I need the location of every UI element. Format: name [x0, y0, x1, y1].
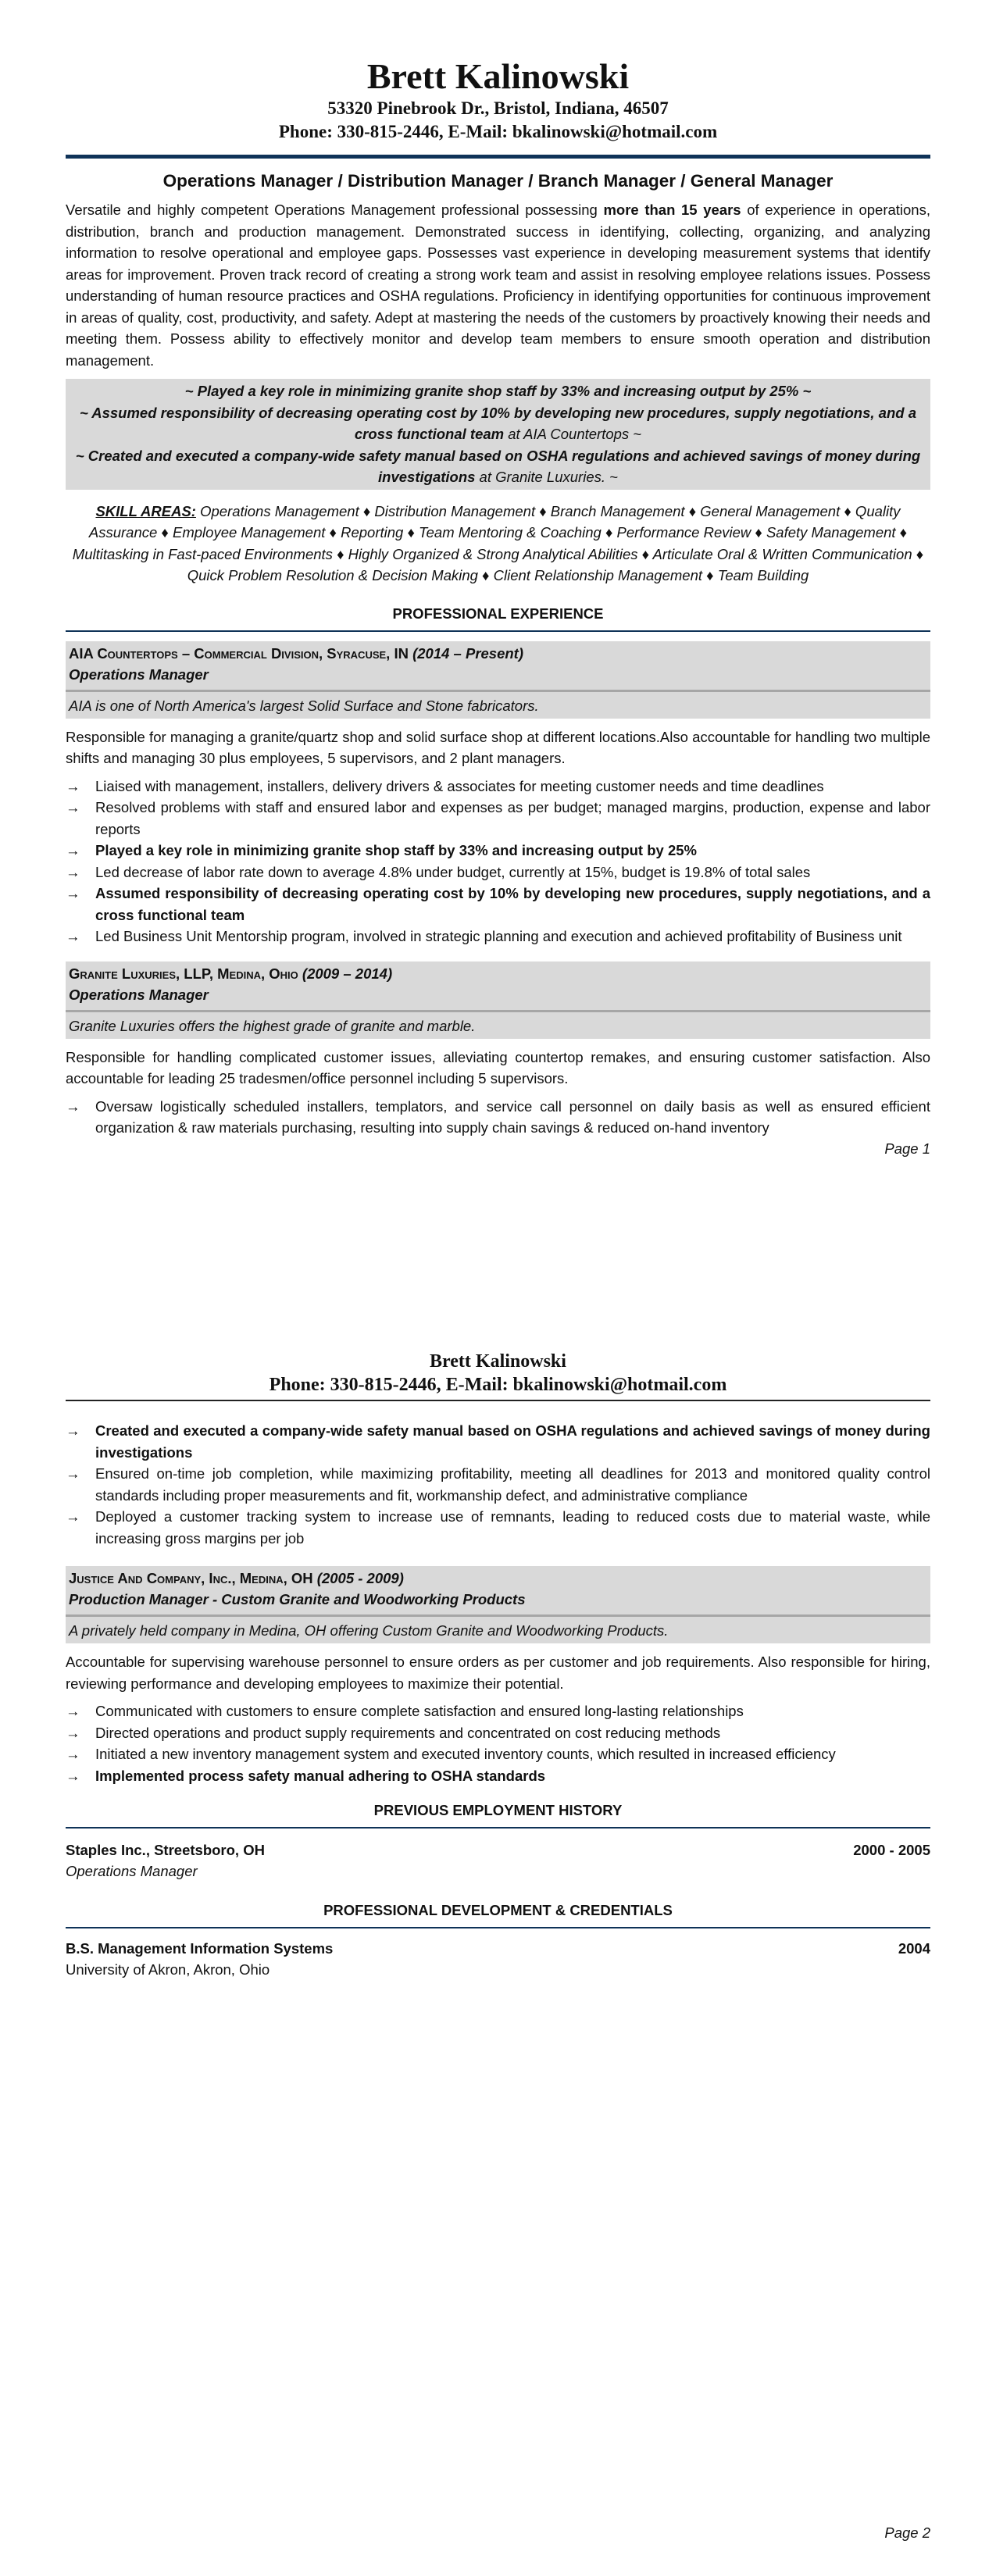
- job-bullets: [66, 776, 930, 947]
- arrow-icon: →: [66, 928, 80, 944]
- arrow-icon: →: [66, 799, 80, 815]
- school: University of Akron, Akron, Ohio: [66, 1961, 270, 1978]
- summary-text: Versatile and highly competent Operations Management professional possessing: [66, 202, 604, 218]
- job-header: [66, 962, 930, 1039]
- arrow-icon: →: [66, 863, 80, 880]
- arrow-icon: →: [66, 885, 80, 901]
- job-title: Production Manager - Custom Granite and Woodworking Products: [69, 1591, 526, 1607]
- summary: [66, 199, 930, 371]
- degree: B.S. Management Information Systems: [66, 1940, 334, 1957]
- section-divider: [66, 630, 930, 632]
- job-bullets: [66, 1096, 930, 1139]
- arrow-icon: →: [66, 1746, 80, 1762]
- job-header-separator: [66, 690, 930, 692]
- bullet-item: → Liaised with management, installers, delivery drivers & associates for meeting customer needs and time deadlines: [66, 776, 930, 797]
- section-title-development: PROFESSIONAL DEVELOPMENT & CREDENTIALS: [323, 1902, 673, 1918]
- education-row: [66, 1938, 930, 1959]
- skill-areas-label: SKILL AREAS:: [95, 502, 196, 519]
- address: 53320 Pinebrook Dr., Bristol, Indiana, 46507: [327, 98, 669, 118]
- job-bullets: [66, 1700, 930, 1786]
- bullet-item: → Ensured on-time job completion, while maximizing profitability, meeting all deadlines for 2013 and monitored quality control standards including proper measurements and fit, workmanship defect, and administrative compliance: [66, 1463, 930, 1506]
- bullet-item: → Communicated with customers to ensure complete satisfaction and ensured long-lasting relationships: [66, 1700, 930, 1722]
- job-header-separator: [66, 1010, 930, 1012]
- arrow-icon: →: [66, 1703, 80, 1719]
- skill-areas: [66, 501, 930, 587]
- arrow-icon: →: [66, 777, 80, 794]
- bullet-item: → Led Business Unit Mentorship program, involved in strategic planning and execution and achieved profitability of Business unit: [66, 926, 930, 947]
- summary-text: of experience in operations, distribution, branch and production management. Demonstrated success in identifying, collecting, organizing, and analyzing information to resolve operational and employee gaps. Possesses vast experience in developing measurement systems that identify areas for improvement. Proven track record of creating a strong work team and assist in resolving employee relations issues. Possess understanding of human resource practices and OSHA regulations. Proficiency in identifying opportunities for continuous improvement in areas of quality, cost, productivity, and safety. Adept at mastering the needs of the customers by proactively knowing their needs and meeting them. Possess ability to effectively monitor and develop team members to ensure smooth operation and distribution management.: [66, 202, 930, 369]
- bullet-item: → Oversaw logistically scheduled installers, templators, and service call personnel on daily basis as well as ensured efficient organization & raw materials purchasing, resulting into supply chain savings & reduced on-hand inventory: [66, 1096, 930, 1139]
- job-summary: Responsible for managing a granite/quartz shop and solid surface shop at different locations.Also accountable for handling two multiple shifts and managing 30 plus employees, 5 supervisors, and 2 plant managers.: [66, 728, 930, 766]
- highlight-item: ~ Created and executed a company-wide safety manual based on OSHA regulations and achieved savings of money during investigations at Granite Luxuries. ~: [75, 447, 921, 485]
- page-number: Page 2: [884, 2524, 930, 2541]
- header-divider: [66, 155, 930, 159]
- job-header: [66, 641, 930, 719]
- arrow-icon: →: [66, 1422, 80, 1439]
- highlight-item: ~ Assumed responsibility of decreasing operating cost by 10% by developing new procedures, supply negotiations, and a cross functional team at AIA Countertops ~: [79, 404, 916, 442]
- bullet-item: → Led decrease of labor rate down to average 4.8% under budget, currently at 15%, budget is 19.8% of total sales: [66, 862, 930, 883]
- previous-title: Operations Manager: [66, 1863, 198, 1879]
- job-summary: Accountable for supervising warehouse personnel to ensure orders as per customer and job requirements. Also responsible for hiring, reviewing performance and developing employees to maximize their potential.: [66, 1654, 930, 1692]
- contact-info: Phone: 330-815-2446, E-Mail: bkalinowski@hotmail.com: [278, 122, 718, 141]
- header-divider-page2: [66, 1400, 930, 1401]
- job-summary: Responsible for handling complicated customer issues, alleviating countertop remakes, and ensuring customer satisfaction. Also accountable for leading 25 tradesmen/office personnel including 5 supervisors.: [66, 1048, 930, 1086]
- summary-emphasis: more than 15 years: [603, 202, 741, 218]
- company-description: A privately held company in Medina, OH offering Custom Granite and Woodworking Products.: [69, 1622, 669, 1639]
- section-title-experience: PROFESSIONAL EXPERIENCE: [392, 605, 604, 622]
- bullet-item: → Resolved problems with staff and ensured labor and expenses as per budget; managed margins, production, expense and labor reports: [66, 797, 930, 840]
- section-title-previous: PREVIOUS EMPLOYMENT HISTORY: [373, 1802, 623, 1818]
- bullet-item: → Deployed a customer tracking system to increase use of remnants, leading to reduced costs due to material waste, while increasing gross margins per job: [66, 1506, 930, 1549]
- job-bullets-continued: [66, 1420, 930, 1549]
- skill-areas-list: Operations Management ♦ Distribution Management ♦ Branch Management ♦ General Management ♦ Quality Assurance ♦ Employee Management ♦ Reporting ♦ Team Mentoring & Coaching ♦ Performance Review ♦ Safety Management ♦ Multitasking in Fast-paced Environments ♦ Highly Organized & Strong Analytical Abilities ♦ Articulate Oral & Written Communication ♦ Quick Problem Resolution & Decision Making ♦ Client Relationship Management ♦ Team Building: [72, 502, 924, 583]
- job-header-separator: [66, 1614, 930, 1617]
- section-divider: [66, 1927, 930, 1928]
- arrow-icon: →: [66, 1724, 80, 1741]
- arrow-icon: →: [66, 1767, 80, 1784]
- resume-page-2: [0, 1281, 996, 2576]
- bullet-item: → Directed operations and product supply requirements and concentrated on cost reducing methods: [66, 1722, 930, 1744]
- job-company: Justice And Company, Inc., Medina, OH (2005 - 2009): [69, 1570, 404, 1586]
- bullet-item: → Assumed responsibility of decreasing operating cost by 10% by developing new procedures, supply negotiations, and a cross functional team: [66, 883, 930, 926]
- headline: Operations Manager / Distribution Manager / Branch Manager / General Manager: [162, 171, 834, 191]
- page-number: Page 1: [884, 1140, 930, 1157]
- job-dates: (2005 - 2009): [316, 1570, 404, 1586]
- bullet-item: → Played a key role in minimizing granite shop staff by 33% and increasing output by 25%: [66, 840, 930, 862]
- contact-info-page2: Phone: 330-815-2446, E-Mail: bkalinowski@hotmail.com: [269, 1375, 727, 1395]
- arrow-icon: →: [66, 1465, 80, 1482]
- arrow-icon: →: [66, 1097, 80, 1115]
- arrow-icon: →: [66, 842, 80, 858]
- job-company: Granite Luxuries, LLP, Medina, Ohio (2009 – 2014): [69, 965, 393, 982]
- job-company: AIA Countertops – Commercial Division, Syracuse, IN (2014 – Present): [69, 644, 524, 662]
- candidate-name-page2: Brett Kalinowski: [430, 1351, 566, 1372]
- arrow-icon: →: [66, 1508, 80, 1525]
- job-dates: (2014 – Present): [412, 644, 524, 662]
- degree-year: 2004: [898, 1940, 930, 1957]
- job-dates: (2009 – 2014): [302, 965, 393, 982]
- highlights-box: [66, 379, 930, 490]
- company-description: AIA is one of North America's largest Solid Surface and Stone fabricators.: [69, 697, 539, 714]
- previous-employer-row: [66, 1839, 930, 1861]
- company-description: Granite Luxuries offers the highest grade of granite and marble.: [69, 1017, 476, 1034]
- candidate-name: Brett Kalinowski: [366, 56, 630, 96]
- job-header: [66, 1566, 930, 1643]
- job-title: Operations Manager: [69, 986, 209, 1003]
- bullet-item: → Initiated a new inventory management system and executed inventory counts, which resulted in increased efficiency: [66, 1743, 930, 1765]
- previous-company: Staples Inc., Streetsboro, OH: [66, 1842, 265, 1858]
- section-divider: [66, 1827, 930, 1829]
- highlight-item: ~ Played a key role in minimizing granite shop staff by 33% and increasing output by 25% ~: [184, 383, 812, 399]
- resume-page-1: [0, 0, 996, 1281]
- bullet-item: → Created and executed a company-wide safety manual based on OSHA regulations and achieved savings of money during investigations: [66, 1420, 930, 1463]
- previous-dates: 2000 - 2005: [853, 1842, 930, 1858]
- bullet-item: → Implemented process safety manual adhering to OSHA standards: [66, 1765, 930, 1787]
- job-title: Operations Manager: [69, 665, 209, 683]
